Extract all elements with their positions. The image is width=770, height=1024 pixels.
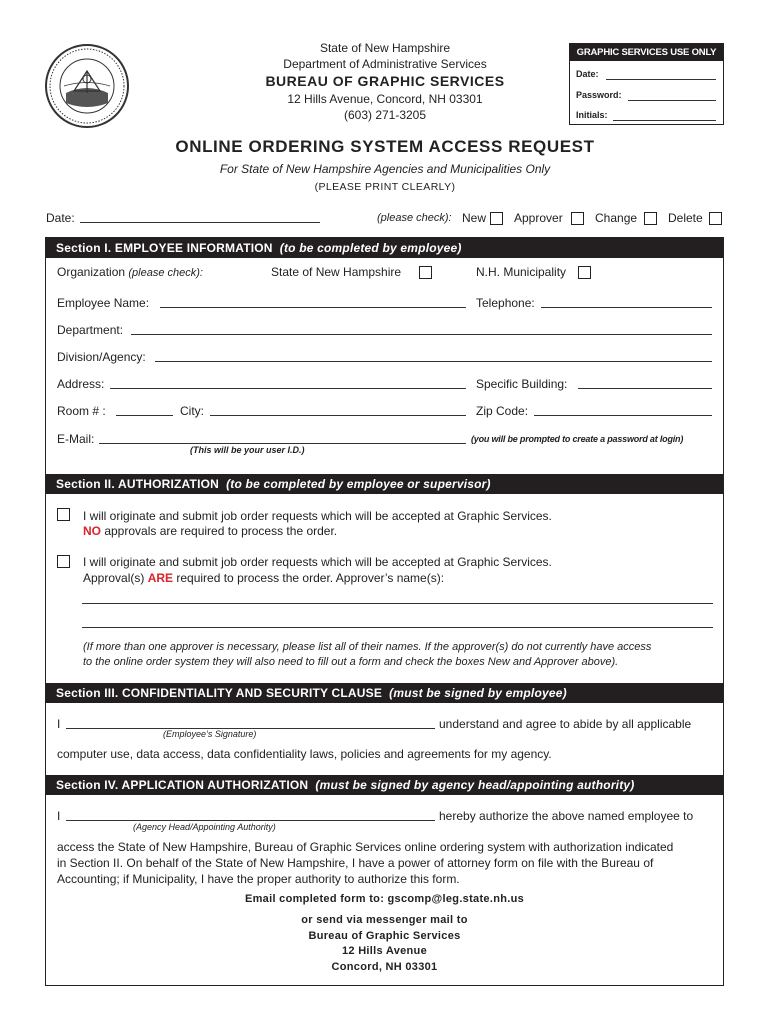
section3-note: (must be signed by employee): [389, 686, 567, 700]
organization-label: [57, 265, 203, 279]
office-initials-label: Initials:: [576, 110, 608, 120]
header-bureau: BUREAU OF GRAPHIC SERVICES: [265, 73, 505, 89]
form-subtitle: For State of New Hampshire Agencies and Municipalities Only: [219, 162, 551, 176]
approver-label: Approver: [514, 211, 563, 225]
password-note: (you will be prompted to create a password at login): [471, 434, 684, 444]
division-label: Division/Agency:: [57, 350, 146, 364]
mail-line3: 12 Hills Avenue: [342, 945, 427, 957]
section3-agree-text: understand and agree to abide by all applicable: [439, 717, 692, 731]
print-note: (PLEASE PRINT CLEARLY): [314, 181, 456, 193]
office-use-title: GRAPHIC SERVICES USE ONLY: [570, 44, 723, 61]
office-password-label: Password:: [576, 90, 622, 100]
email-note: (This will be your user I.D.): [190, 445, 305, 455]
option2-are: ARE: [147, 571, 174, 585]
approver-checkbox[interactable]: [571, 212, 584, 225]
section4-authorize-text: hereby authorize the above named employee to: [439, 809, 694, 823]
employee-name-field[interactable]: [160, 307, 466, 308]
new-label: New: [462, 211, 487, 225]
option1-line2: [83, 524, 337, 538]
state-option-label: State of New Hampshire: [271, 265, 402, 279]
approval-required-checkbox[interactable]: [57, 555, 70, 568]
option1-no: NO: [83, 524, 101, 538]
division-field[interactable]: [155, 361, 712, 362]
telephone-field[interactable]: [541, 307, 712, 308]
department-field[interactable]: [131, 334, 712, 335]
office-date-label: Date:: [576, 69, 599, 79]
footnote-line2: to the online order system they will also need to fill out a form and check the boxes New and Approver above).: [83, 656, 619, 668]
mail-line1: or send via messenger mail to: [301, 914, 468, 926]
delete-checkbox[interactable]: [709, 212, 722, 225]
section2-title: Section II. AUTHORIZATION: [56, 477, 219, 491]
section4-para-line3: Accounting; if Municipality, I have the proper authority to authorize this form.: [57, 872, 460, 886]
option1-rest: approvals are required to process the order.: [101, 524, 338, 538]
zip-label: Zip Code:: [476, 404, 529, 418]
section1-title: Section I. EMPLOYEE INFORMATION: [56, 241, 273, 255]
section3-title: Section III. CONFIDENTIALITY AND SECURITY CLAUSE: [56, 686, 383, 700]
city-field[interactable]: [210, 415, 466, 416]
change-label: Change: [595, 211, 638, 225]
section2-note: (to be completed by employee or supervisor): [226, 477, 491, 491]
room-label: Room # :: [57, 404, 106, 418]
approver-footnote: [83, 640, 651, 670]
municipality-checkbox[interactable]: [578, 266, 591, 279]
city-label: City:: [180, 404, 204, 418]
office-use-box: [569, 43, 724, 125]
delete-label: Delete: [668, 211, 703, 225]
organization-note: (please check):: [128, 267, 203, 279]
change-checkbox[interactable]: [644, 212, 657, 225]
email-instruction: Email completed form to: gscomp@leg.state.nh.us: [244, 893, 525, 905]
organization-text: Organization: [57, 265, 126, 279]
email-field[interactable]: [99, 443, 466, 444]
building-label: Specific Building:: [476, 377, 568, 391]
section4-i: I: [57, 809, 61, 823]
department-label: Department:: [57, 323, 124, 337]
section3-header: [46, 683, 723, 703]
building-field[interactable]: [578, 388, 712, 389]
footnote-line1: (If more than one approver is necessary, please list all of their names. If the approver(s) do not currently have access: [83, 641, 652, 653]
section1-note: (to be completed by employee): [279, 241, 462, 255]
employee-signature-caption: (Employee’s Signature): [163, 729, 257, 739]
agency-head-caption: (Agency Head/Appointing Authority): [133, 822, 276, 832]
new-checkbox[interactable]: [490, 212, 503, 225]
section4-para-line2: in Section II. On behalf of the State of New Hampshire, I have a power of attorney form on file with the Bureau of: [57, 856, 654, 870]
employee-name-label: Employee Name:: [57, 296, 150, 310]
section3-i: I: [57, 717, 61, 731]
mail-line2: Bureau of Graphic Services: [308, 929, 461, 942]
state-seal: [44, 43, 130, 129]
section4-paragraph: [57, 839, 717, 887]
header-state: State of New Hampshire: [319, 41, 451, 55]
section1-header: [46, 238, 723, 258]
section4-title: Section IV. APPLICATION AUTHORIZATION: [56, 778, 309, 792]
mail-instructions: [46, 913, 723, 975]
option1-line1: I will originate and submit job order requests which will be accepted at Graphic Services.: [83, 509, 552, 523]
agency-head-signature-field[interactable]: [66, 820, 435, 821]
header-phone: (603) 271-3205: [343, 108, 427, 122]
header-department: Department of Administrative Services: [283, 57, 487, 71]
option2-line1: I will originate and submit job order requests which will be accepted at Graphic Services.: [83, 555, 552, 569]
zip-field[interactable]: [534, 415, 712, 416]
telephone-label: Telephone:: [476, 296, 535, 310]
option2-pre: Approval(s): [83, 571, 148, 585]
section4-para-line1: access the State of New Hampshire, Bureau of Graphic Services online ordering system with authorization indicated: [57, 840, 674, 854]
date-field[interactable]: [80, 222, 320, 223]
no-approval-checkbox[interactable]: [57, 508, 70, 521]
option2-line2: [83, 571, 444, 585]
email-label: E-Mail:: [57, 432, 95, 446]
section4-note: (must be signed by agency head/appointing authority): [315, 778, 635, 792]
check-note: (please check):: [377, 212, 452, 224]
mail-line4: Concord, NH 03301: [331, 960, 438, 973]
approver-name-field-2[interactable]: [82, 627, 713, 628]
room-field[interactable]: [116, 415, 173, 416]
state-checkbox[interactable]: [419, 266, 432, 279]
section4-header: [46, 775, 723, 795]
option2-post: required to process the order. Approver’s name(s):: [173, 571, 445, 585]
section2-header: [46, 474, 723, 494]
address-label: Address:: [57, 377, 105, 391]
form-title: ONLINE ORDERING SYSTEM ACCESS REQUEST: [175, 137, 595, 156]
header-address: 12 Hills Avenue, Concord, NH 03301: [287, 92, 483, 106]
municipality-option-label: N.H. Municipality: [476, 265, 567, 279]
section3-line2: computer use, data access, data confidentiality laws, policies and agreements for my agency.: [57, 747, 552, 761]
approver-name-field-1[interactable]: [82, 603, 713, 604]
address-field[interactable]: [110, 388, 466, 389]
date-label: Date:: [46, 211, 75, 225]
